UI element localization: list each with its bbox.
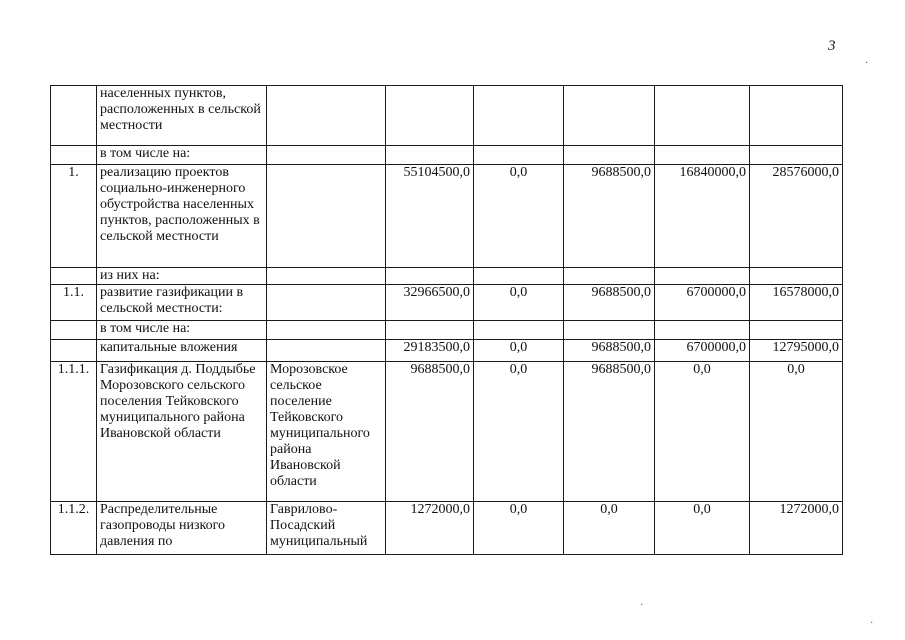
row-executor: Морозовское сельское поселение Тейковского муниципального района Ивановской области [267, 362, 386, 502]
table-row [51, 146, 843, 165]
row-number [51, 146, 97, 165]
value-col-2: 0,0 [474, 165, 564, 268]
value-total [386, 268, 474, 285]
row-executor [267, 268, 386, 285]
value-col-3 [564, 146, 655, 165]
row-name: реализацию проектов социально-инженерного обустройства населенных пунктов, расположенных в сельской местности [97, 165, 267, 268]
row-name: развитие газификации в сельской местности: [97, 285, 267, 321]
table-row [51, 285, 843, 321]
row-name: из них на: [97, 268, 267, 285]
value-col-3 [564, 86, 655, 146]
value-col-3: 9688500,0 [564, 340, 655, 362]
value-col-2: 0,0 [474, 502, 564, 555]
row-name: капитальные вложения [97, 340, 267, 362]
row-number [51, 321, 97, 340]
value-col-3 [564, 268, 655, 285]
row-executor [267, 321, 386, 340]
table-row [51, 362, 843, 502]
value-col-3: 0,0 [564, 502, 655, 555]
value-col-4: 0,0 [655, 502, 750, 555]
table-row [51, 502, 843, 555]
value-col-4: 6700000,0 [655, 285, 750, 321]
row-executor [267, 146, 386, 165]
value-total [386, 146, 474, 165]
row-name: в том числе на: [97, 321, 267, 340]
value-col-3: 9688500,0 [564, 362, 655, 502]
row-name: в том числе на: [97, 146, 267, 165]
value-col-5: 16578000,0 [750, 285, 843, 321]
row-number: 1. [51, 165, 97, 268]
value-col-4 [655, 268, 750, 285]
value-col-5: 28576000,0 [750, 165, 843, 268]
value-col-4: 16840000,0 [655, 165, 750, 268]
value-col-5: 0,0 [750, 362, 843, 502]
value-col-5 [750, 321, 843, 340]
value-col-2 [474, 268, 564, 285]
value-total: 29183500,0 [386, 340, 474, 362]
table-row [51, 268, 843, 285]
value-col-3 [564, 321, 655, 340]
value-total: 55104500,0 [386, 165, 474, 268]
page-number: 3 [828, 38, 836, 54]
row-number: 1.1. [51, 285, 97, 321]
scan-speck: · [865, 58, 869, 69]
budget-table [50, 85, 843, 555]
value-col-5 [750, 268, 843, 285]
value-col-2: 0,0 [474, 362, 564, 502]
row-name: населенных пунктов, расположенных в сельской местности [97, 86, 267, 146]
table-row [51, 340, 843, 362]
scan-speck: · [870, 618, 874, 629]
row-number: 1.1.1. [51, 362, 97, 502]
value-col-5: 12795000,0 [750, 340, 843, 362]
table-row [51, 321, 843, 340]
row-executor [267, 340, 386, 362]
value-col-4 [655, 146, 750, 165]
value-col-3: 9688500,0 [564, 285, 655, 321]
value-total [386, 321, 474, 340]
table-row [51, 86, 843, 146]
value-col-2: 0,0 [474, 285, 564, 321]
value-col-2 [474, 86, 564, 146]
value-col-5 [750, 146, 843, 165]
value-col-4: 6700000,0 [655, 340, 750, 362]
value-col-4 [655, 321, 750, 340]
value-col-2: 0,0 [474, 340, 564, 362]
row-name: Распределительные газопроводы низкого давления по [97, 502, 267, 555]
table-row [51, 165, 843, 268]
value-col-2 [474, 146, 564, 165]
row-number: 1.1.2. [51, 502, 97, 555]
value-col-4: 0,0 [655, 362, 750, 502]
row-executor [267, 285, 386, 321]
value-total: 32966500,0 [386, 285, 474, 321]
row-executor [267, 86, 386, 146]
row-executor: Гаврилово-Посадский муниципальный [267, 502, 386, 555]
value-col-4 [655, 86, 750, 146]
value-total: 9688500,0 [386, 362, 474, 502]
row-number [51, 268, 97, 285]
value-col-5 [750, 86, 843, 146]
row-number [51, 86, 97, 146]
scan-speck: · [640, 600, 644, 611]
value-col-3: 9688500,0 [564, 165, 655, 268]
value-total: 1272000,0 [386, 502, 474, 555]
row-number [51, 340, 97, 362]
value-col-2 [474, 321, 564, 340]
row-executor [267, 165, 386, 268]
value-col-5: 1272000,0 [750, 502, 843, 555]
row-name: Газификация д. Поддыбье Морозовского сельского поселения Тейковского муниципального района Ивановской области [97, 362, 267, 502]
value-total [386, 86, 474, 146]
